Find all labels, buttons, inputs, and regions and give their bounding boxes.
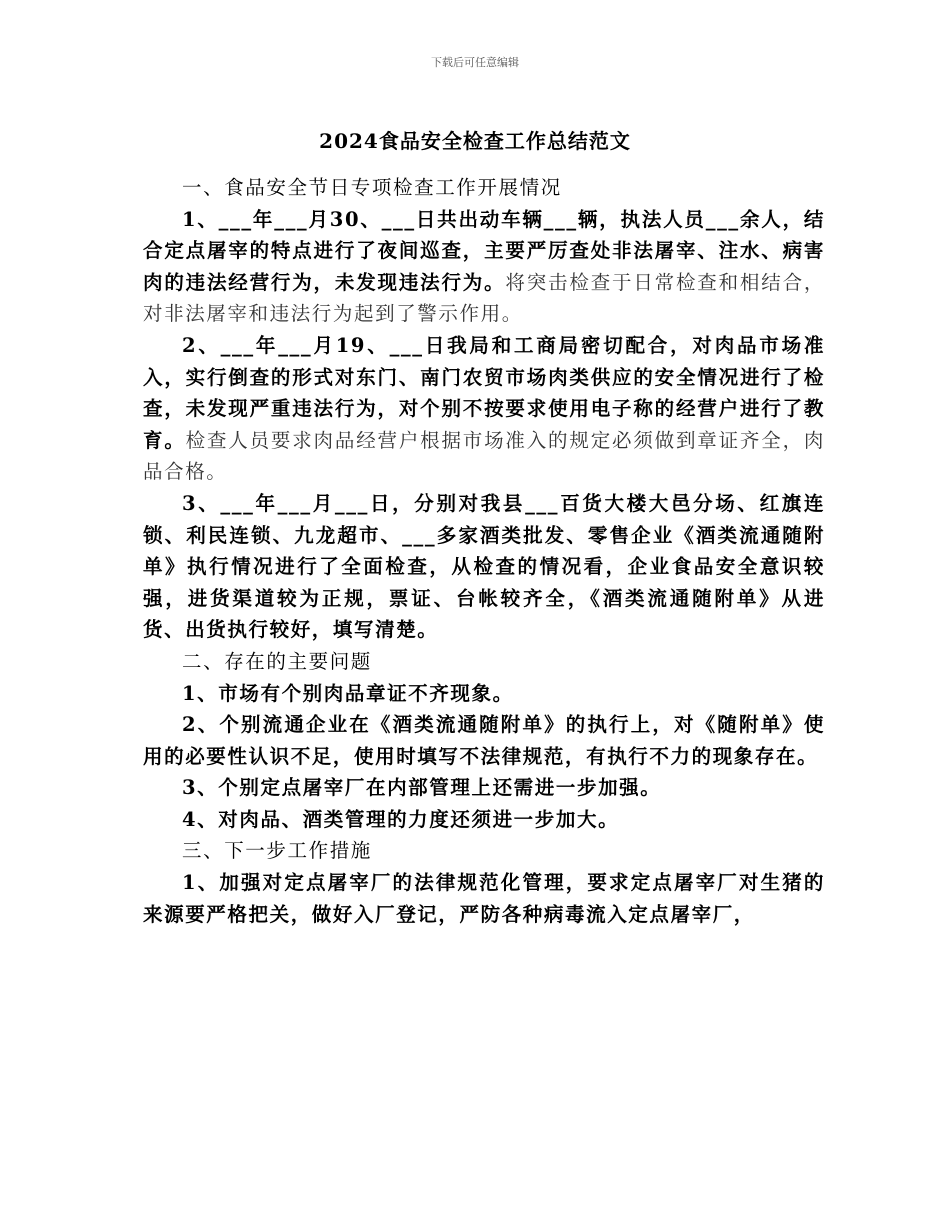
- section-2-paragraph-1: 1、市场有个别肉品章证不齐现象。: [182, 681, 514, 705]
- section-2-heading: 二、存在的主要问题: [182, 649, 372, 673]
- section-1-paragraph-1: [143, 204, 825, 330]
- section-2-paragraph-4: 4、对肉品、酒类管理的力度还须进一步加大。: [182, 807, 620, 831]
- header-note: 下载后可任意编辑: [431, 56, 519, 69]
- section-1-paragraph-3: 3、___年___月___日，分别对我县___百货大楼大邑分场、红旗连锁、利民连锁、九龙超市、___多家酒类批发、零售企业《酒类流通随附单》执行情况进行了全面检查，从检查的情况看，企业食品安全意识较强，进货渠道较为正规，票证、台帐较齐全，《酒类流通随附单》从进货、出货执行较好，填写清楚。: [143, 491, 825, 642]
- section-2-paragraph-3: 3、个别定点屠宰厂在内部管理上还需进一步加强。: [182, 776, 662, 800]
- section-1-heading: 一、食品安全节日专项检查工作开展情况: [182, 176, 562, 199]
- paragraph-bold-text: 2、___年___月19、___日我局和工商局密切配合，对肉品市场准入，实行倒查的形式对东门、南门农贸市场肉类供应的安全情况进行了检查，未发现严重违法行为，对个别不按要求使用电子称的经营户进行了教育。: [143, 333, 825, 452]
- document-body: [143, 172, 825, 930]
- section-3-paragraph-1: 1、加强对定点屠宰厂的法律规范化管理，要求定点屠宰厂对生猪的来源要严格把关，做好入厂登记，严防各种病毒流入定点屠宰厂，: [143, 871, 825, 926]
- section-3-heading: 三、下一步工作措施: [182, 839, 372, 863]
- section-1-paragraph-2: [143, 330, 825, 488]
- paragraph-normal-text: 将突击检查于日常检查和相结合，对非法屠宰和违法行为起到了警示作用。: [143, 270, 825, 326]
- paragraph-normal-text: 检查人员要求肉品经营户根据市场准入的规定必须做到章证齐全，肉品合格。: [143, 428, 825, 484]
- section-2-paragraph-2: 2、个别流通企业在《酒类流通随附单》的执行上，对《随附单》使用的必要性认识不足，使用时填写不法律规范，有执行不力的现象存在。: [143, 713, 825, 768]
- paragraph-bold-text: 1、___年___月30、___日共出动车辆___辆，执法人员___余人，结合定点屠宰的特点进行了夜间巡查，主要严厉查处非法屠宰、注水、病害肉的违法经营行为，未发现违法行为。: [143, 207, 825, 294]
- document-title: 2024食品安全检查工作总结范文: [319, 129, 631, 153]
